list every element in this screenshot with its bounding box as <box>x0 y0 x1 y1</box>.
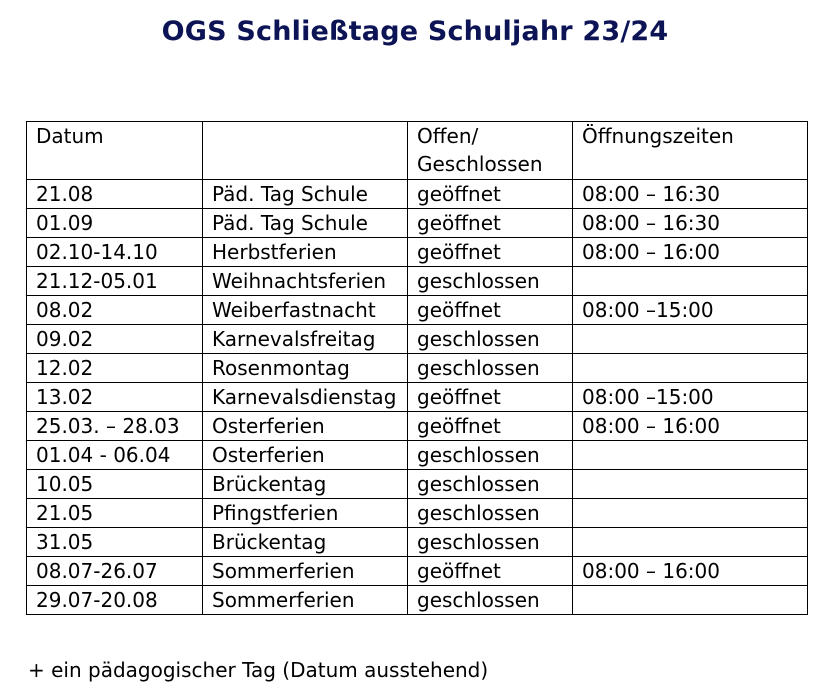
cell-date: 21.05 <box>27 499 203 528</box>
table-row <box>27 470 808 499</box>
table-header-row <box>27 122 808 180</box>
table-row <box>27 412 808 441</box>
cell-date: 31.05 <box>27 528 203 557</box>
cell-status: geöffnet <box>408 412 573 441</box>
cell-hours <box>573 470 808 499</box>
cell-date: 02.10-14.10 <box>27 238 203 267</box>
cell-occasion: Osterferien <box>203 441 408 470</box>
cell-hours <box>573 441 808 470</box>
cell-hours <box>573 325 808 354</box>
cell-status: geschlossen <box>408 325 573 354</box>
table-row <box>27 354 808 383</box>
cell-occasion: Karnevalsdienstag <box>203 383 408 412</box>
cell-date: 25.03. – 28.03 <box>27 412 203 441</box>
cell-date: 08.02 <box>27 296 203 325</box>
cell-hours: 08:00 –15:00 <box>573 383 808 412</box>
header-open-closed <box>408 122 573 180</box>
cell-date: 01.04 - 06.04 <box>27 441 203 470</box>
header-open-closed-line2: Geschlossen <box>417 152 543 176</box>
cell-hours: 08:00 – 16:30 <box>573 209 808 238</box>
cell-occasion: Herbstferien <box>203 238 408 267</box>
table-row <box>27 180 808 209</box>
cell-occasion: Brückentag <box>203 528 408 557</box>
header-description <box>203 122 408 180</box>
cell-occasion: Rosenmontag <box>203 354 408 383</box>
table-row <box>27 209 808 238</box>
page-title: OGS Schließtage Schuljahr 23/24 <box>161 16 669 47</box>
cell-status: geschlossen <box>408 470 573 499</box>
table-row <box>27 557 808 586</box>
cell-status: geöffnet <box>408 180 573 209</box>
cell-status: geöffnet <box>408 209 573 238</box>
cell-status: geschlossen <box>408 267 573 296</box>
cell-status: geöffnet <box>408 557 573 586</box>
table-row <box>27 499 808 528</box>
cell-status: geöffnet <box>408 296 573 325</box>
header-datum: Datum <box>27 122 203 180</box>
cell-occasion: Päd. Tag Schule <box>203 180 408 209</box>
cell-occasion: Osterferien <box>203 412 408 441</box>
cell-status: geschlossen <box>408 441 573 470</box>
cell-status: geschlossen <box>408 528 573 557</box>
cell-hours: 08:00 – 16:00 <box>573 412 808 441</box>
cell-date: 10.05 <box>27 470 203 499</box>
cell-occasion: Päd. Tag Schule <box>203 209 408 238</box>
cell-date: 29.07-20.08 <box>27 586 203 615</box>
table-row <box>27 441 808 470</box>
cell-occasion: Karnevalsfreitag <box>203 325 408 354</box>
cell-status: geschlossen <box>408 586 573 615</box>
closure-days-table <box>26 121 808 615</box>
cell-hours: 08:00 – 16:00 <box>573 557 808 586</box>
cell-occasion: Pfingstferien <box>203 499 408 528</box>
cell-status: geöffnet <box>408 383 573 412</box>
cell-status: geöffnet <box>408 238 573 267</box>
cell-date: 21.08 <box>27 180 203 209</box>
footnote: + ein pädagogischer Tag (Datum ausstehend) <box>28 658 489 682</box>
cell-hours: 08:00 – 16:30 <box>573 180 808 209</box>
cell-hours: 08:00 –15:00 <box>573 296 808 325</box>
cell-date: 09.02 <box>27 325 203 354</box>
table-row <box>27 586 808 615</box>
cell-status: geschlossen <box>408 499 573 528</box>
header-opening-hours: Öffnungszeiten <box>573 122 808 180</box>
cell-occasion: Weiberfastnacht <box>203 296 408 325</box>
cell-occasion: Weihnachtsferien <box>203 267 408 296</box>
cell-status: geschlossen <box>408 354 573 383</box>
cell-hours <box>573 354 808 383</box>
cell-date: 21.12-05.01 <box>27 267 203 296</box>
cell-hours: 08:00 – 16:00 <box>573 238 808 267</box>
table-row <box>27 238 808 267</box>
cell-hours <box>573 499 808 528</box>
table-row <box>27 325 808 354</box>
cell-occasion: Brückentag <box>203 470 408 499</box>
table-row <box>27 267 808 296</box>
header-open-closed-line1: Offen/ <box>417 124 479 148</box>
cell-date: 13.02 <box>27 383 203 412</box>
cell-occasion: Sommerferien <box>203 557 408 586</box>
table-row <box>27 296 808 325</box>
cell-hours <box>573 586 808 615</box>
cell-hours <box>573 267 808 296</box>
cell-date: 01.09 <box>27 209 203 238</box>
cell-hours <box>573 528 808 557</box>
table-row <box>27 383 808 412</box>
cell-date: 08.07-26.07 <box>27 557 203 586</box>
cell-date: 12.02 <box>27 354 203 383</box>
table-row <box>27 528 808 557</box>
cell-occasion: Sommerferien <box>203 586 408 615</box>
